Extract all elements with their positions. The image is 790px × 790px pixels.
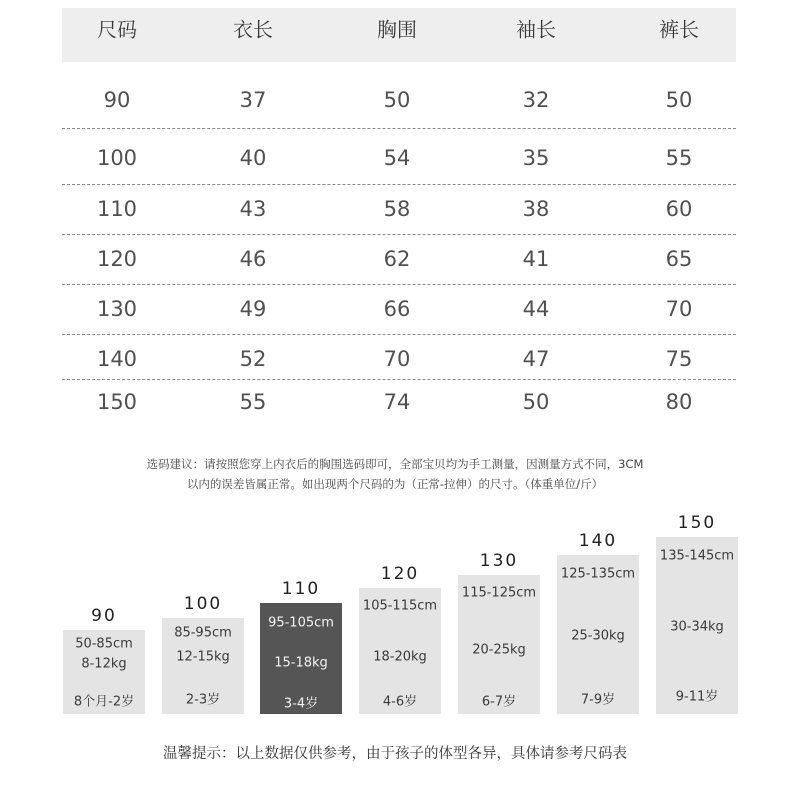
bar-height-range: 50-85cm: [75, 636, 133, 652]
table-cell: 130: [96, 297, 138, 321]
bar-age: 9-11岁: [675, 689, 719, 705]
row-divider: [62, 334, 736, 335]
table-cell: 62: [383, 247, 411, 271]
table-cell: 50: [665, 88, 693, 112]
table-cell: 44: [522, 297, 550, 321]
bar-weight: 18-20kg: [373, 649, 427, 665]
table-cell: 50: [522, 390, 550, 414]
size-advice-line-1: 选码建议：请按照您穿上内衣后的胸围选码即可，全部宝贝均为手工测量，因测量方式不同，3CM: [146, 457, 644, 471]
size-bar-label: 140: [578, 531, 618, 551]
table-cell: 70: [383, 347, 411, 371]
table-cell: 38: [522, 197, 550, 221]
table-header-cell: 胸围: [377, 17, 417, 42]
row-divider: [62, 184, 736, 185]
table-cell: 32: [522, 88, 550, 112]
bar-weight: 12-15kg: [176, 649, 230, 665]
table-cell: 75: [665, 347, 693, 371]
table-header-cell: 尺码: [97, 17, 137, 42]
bar-weight: 20-25kg: [472, 642, 526, 658]
size-bar-label: 130: [479, 551, 519, 571]
table-cell: 54: [383, 146, 411, 170]
size-bar: [260, 603, 342, 714]
size-bar-label: 90: [91, 606, 117, 626]
table-cell: 47: [522, 347, 550, 371]
size-bar: [63, 630, 145, 714]
table-cell: 43: [239, 197, 267, 221]
bar-weight: 15-18kg: [274, 655, 328, 671]
bar-height-range: 125-135cm: [560, 566, 636, 582]
table-cell: 120: [96, 247, 138, 271]
bar-age: 6-7岁: [481, 694, 517, 710]
warm-tip: 温馨提示：以上数据仅供参考，由于孩子的体型各异，具体请参考尺码表: [163, 746, 627, 762]
size-bar-label: 100: [183, 594, 223, 614]
table-cell: 70: [665, 297, 693, 321]
bar-weight: 30-34kg: [670, 619, 724, 635]
size-bar: [458, 575, 540, 714]
row-divider: [62, 234, 736, 235]
table-header-cell: 裤长: [659, 17, 699, 42]
size-bar-label: 110: [281, 579, 321, 599]
bar-weight: 8-12kg: [81, 656, 127, 672]
table-cell: 74: [383, 390, 411, 414]
table-cell: 46: [239, 247, 267, 271]
bar-age: 3-4岁: [283, 696, 319, 712]
table-cell: 140: [96, 347, 138, 371]
table-cell: 100: [96, 146, 138, 170]
table-cell: 65: [665, 247, 693, 271]
table-cell: 52: [239, 347, 267, 371]
table-cell: 66: [383, 297, 411, 321]
table-row: [0, 390, 790, 438]
table-cell: 80: [665, 390, 693, 414]
table-cell: 37: [239, 88, 267, 112]
bar-height-range: 105-115cm: [362, 598, 438, 614]
table-cell: 60: [665, 197, 693, 221]
bar-age: 8个月-2岁: [73, 694, 135, 710]
bar-height-range: 115-125cm: [461, 585, 537, 601]
table-cell: 55: [239, 390, 267, 414]
bar-age: 2-3岁: [185, 692, 221, 708]
bar-weight: 25-30kg: [571, 628, 625, 644]
table-row: [0, 197, 790, 245]
size-bar: [557, 555, 639, 714]
bar-age: 7-9岁: [580, 692, 616, 708]
table-cell: 58: [383, 197, 411, 221]
size-bar-label: 150: [677, 513, 717, 533]
table-cell: 150: [96, 390, 138, 414]
bar-height-range: 95-105cm: [268, 615, 334, 631]
row-divider: [62, 128, 736, 129]
table-cell: 35: [522, 146, 550, 170]
table-row: [0, 297, 790, 345]
table-header-cell: 衣长: [233, 17, 273, 42]
table-cell: 55: [665, 146, 693, 170]
table-row: [0, 347, 790, 395]
table-row: [0, 146, 790, 194]
size-bar-label: 120: [380, 564, 420, 584]
table-cell: 110: [96, 197, 138, 221]
table-cell: 41: [522, 247, 550, 271]
bar-height-range: 135-145cm: [659, 548, 735, 564]
table-row: [0, 247, 790, 295]
bar-age: 4-6岁: [382, 694, 418, 710]
table-cell: 40: [239, 146, 267, 170]
size-advice-line-2: 以内的误差皆属正常。如出现两个尺码的为（正常-拉伸）的尺寸。（体重单位/斤）: [186, 477, 604, 491]
table-cell: 90: [103, 88, 131, 112]
size-bar: [162, 618, 244, 714]
size-bar: [656, 537, 738, 714]
table-header-cell: 袖长: [516, 17, 556, 42]
size-bar: [359, 588, 441, 714]
row-divider: [62, 284, 736, 285]
row-divider: [62, 379, 736, 380]
table-cell: 50: [383, 88, 411, 112]
bar-height-range: 85-95cm: [174, 625, 232, 641]
table-cell: 49: [239, 297, 267, 321]
